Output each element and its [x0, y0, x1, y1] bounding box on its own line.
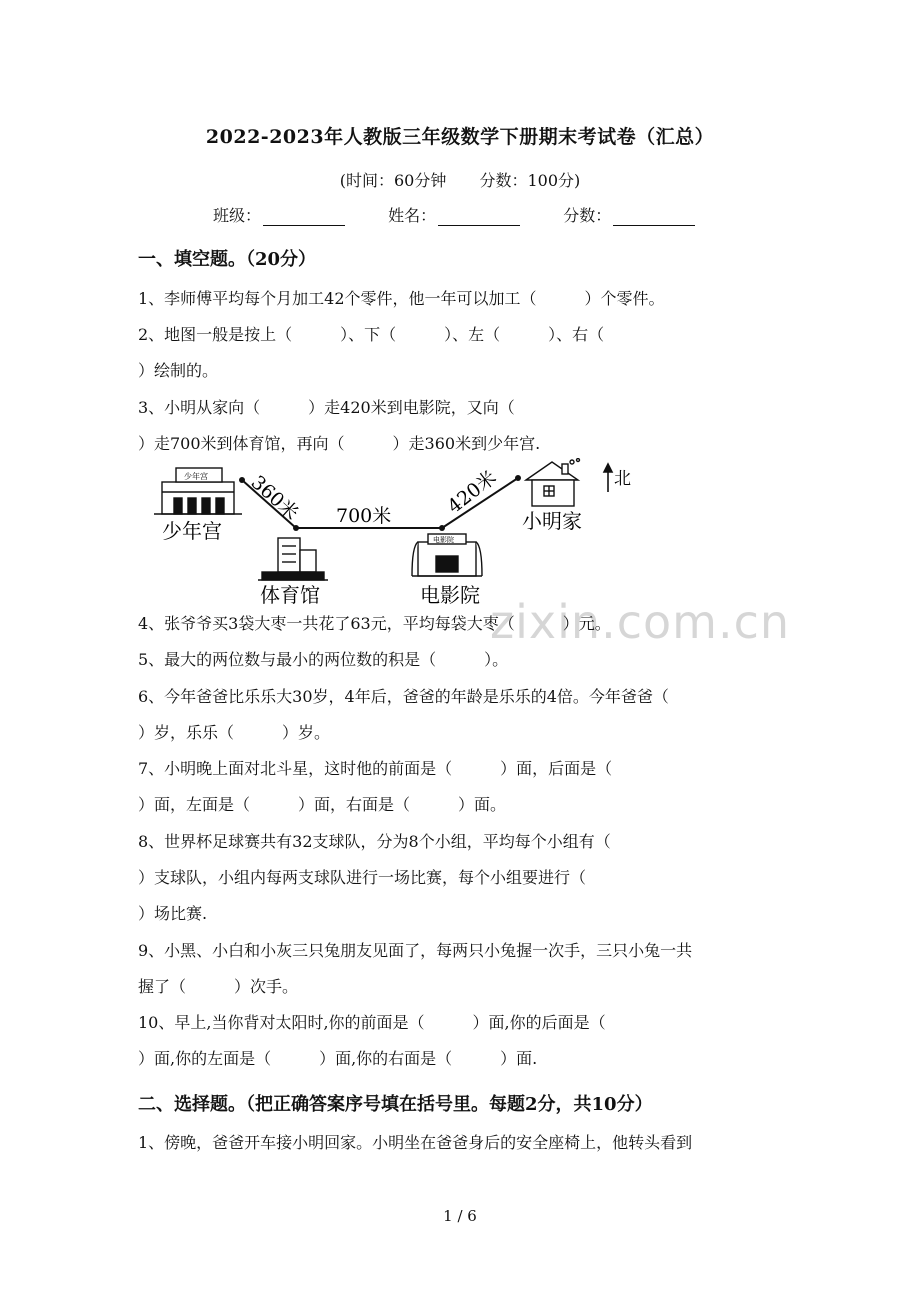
score-blank[interactable]: [613, 207, 695, 226]
distance-700-label: 700米: [336, 505, 392, 527]
total-score-label: 分数：100分): [479, 171, 581, 190]
route-diagram: [150, 458, 650, 608]
question-line: 1、李师傅平均每个月加工42个零件，他一年可以加工（ ）个零件。: [138, 289, 665, 308]
question-line: 7、小明晚上面对北斗星，这时他的前面是（ ）面，后面是（: [138, 759, 613, 778]
watermark: zixin.com.cn: [490, 595, 791, 649]
gym-label: 体育馆: [260, 583, 320, 607]
question-line: 5、最大的两位数与最小的两位数的积是（ ）。: [138, 650, 509, 669]
youth-palace-sign: 少年宫: [184, 472, 208, 481]
home-label: 小明家: [522, 509, 582, 533]
question-line: ）岁，乐乐（ ）岁。: [138, 723, 331, 742]
question-line: 4、张爷爷买3袋大枣一共花了63元，平均每袋大枣（ ）元。: [138, 614, 611, 633]
question-line: 6、今年爸爸比乐乐大30岁，4年后，爸爸的年龄是乐乐的4倍。今年爸爸（: [138, 687, 669, 706]
question-line: ）走700米到体育馆，再向（ ）走360米到少年宫.: [138, 434, 541, 453]
question-line: 3、小明从家向（ ）走420米到电影院，又向（: [138, 398, 515, 417]
north-arrow-icon: [604, 464, 612, 492]
question-line: 1、傍晚，爸爸开车接小明回家。小明坐在爸爸身后的安全座椅上，他转头看到: [138, 1133, 693, 1152]
question-line: 9、小黑、小白和小灰三只兔朋友见面了，每两只小兔握一次手，三只小兔一共: [138, 941, 693, 960]
page-number: 1 / 6: [443, 1207, 477, 1225]
student-info: [213, 203, 733, 226]
question-line: 10、早上,当你背对太阳时,你的前面是（ ）面,你的后面是（: [138, 1013, 606, 1032]
question-line: ）面，左面是（ ）面，右面是（ ）面。: [138, 795, 507, 814]
distance-360-label: 360米: [246, 471, 303, 525]
name-field: [388, 203, 520, 226]
section-2-title: 二、选择题。（把正确答案序号填在括号里。每题2分，共10分）: [138, 1094, 653, 1115]
question-line: ）面,你的左面是（ ）面,你的右面是（ ）面.: [138, 1049, 538, 1068]
home-icon: [526, 459, 580, 507]
question-line: ）场比赛.: [138, 904, 208, 923]
section-1-title: 一、填空题。（20分）: [138, 249, 317, 270]
score-field: [563, 203, 695, 226]
distance-420-label: 420米: [443, 466, 501, 518]
cinema-sign: 电影院: [433, 536, 454, 544]
question-line: 2、地图一般是按上（ ）、下（ ）、左（ ）、右（: [138, 325, 605, 344]
score-label: 分数：: [563, 206, 612, 225]
name-label: 姓名：: [388, 206, 437, 225]
north-label: 北: [614, 469, 631, 489]
question-line: 8、世界杯足球赛共有32支球队，分为8个小组，平均每个小组有（: [138, 832, 611, 851]
time-label: (时间：60分钟: [339, 171, 447, 190]
exam-subtitle: [0, 168, 920, 191]
exam-title: 2022-2023年人教版三年级数学下册期末考试卷（汇总）: [205, 126, 715, 148]
name-blank[interactable]: [438, 207, 520, 226]
question-line: ）支球队，小组内每两支球队进行一场比赛，每个小组要进行（: [138, 868, 587, 887]
question-line: 握了（ ）次手。: [138, 977, 299, 996]
class-label: 班级：: [213, 206, 262, 225]
cinema-label: 电影院: [420, 583, 480, 607]
class-field: [213, 203, 345, 226]
youth-palace-label: 少年宫: [162, 519, 222, 543]
gym-icon: [258, 538, 328, 580]
class-blank[interactable]: [263, 207, 345, 226]
question-line: ）绘制的。: [138, 361, 219, 380]
